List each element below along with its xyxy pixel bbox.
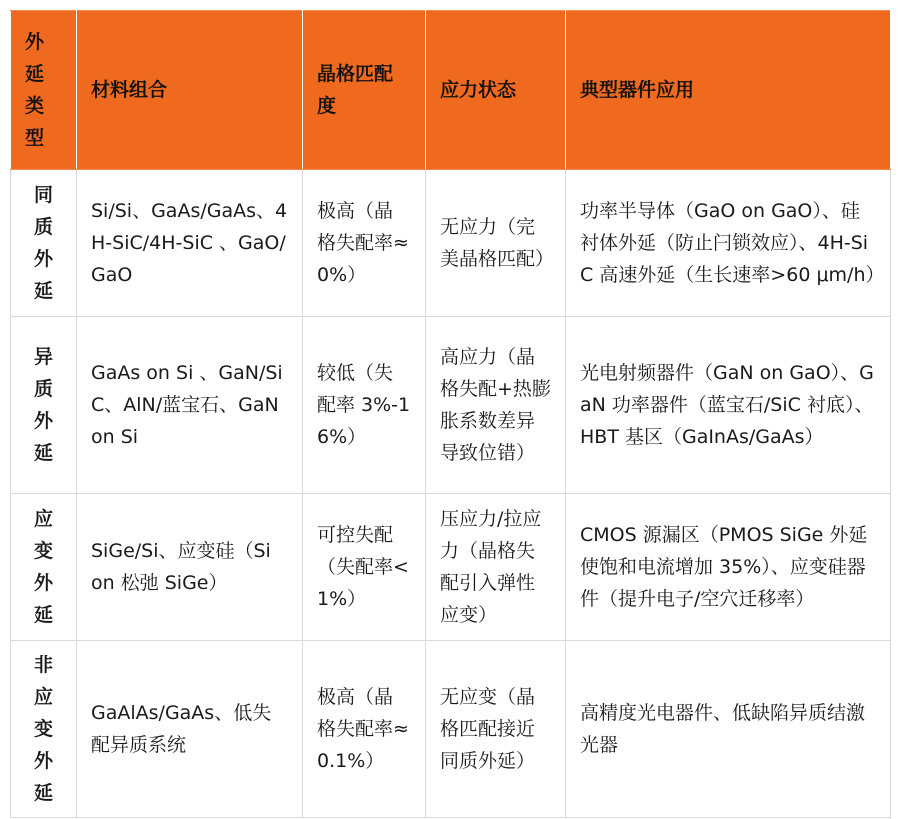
cell-lattice: 极高（晶格失配率≈0%） <box>303 170 426 317</box>
cell-materials: GaAs on Si 、GaN/SiC、AlN/蓝宝石、GaN on Si <box>77 317 303 494</box>
table-row <box>11 170 891 317</box>
cell-stress: 无应力（完美晶格匹配） <box>426 170 566 317</box>
cell-applications: CMOS 源漏区（PMOS SiGe 外延使饱和电流增加 35%）、应变硅器件（提升电子/空穴迁移率） <box>566 494 891 641</box>
cell-type: 非应变外延 <box>11 641 77 818</box>
cell-materials: GaAlAs/GaAs、低失配异质系统 <box>77 641 303 818</box>
cell-lattice: 可控失配（失配率<1%） <box>303 494 426 641</box>
header-applications: 典型器件应用 <box>566 11 891 170</box>
cell-applications: 功率半导体（GaO on GaO）、硅衬体外延（防止闩锁效应）、4H-SiC 高速外延（生长速率>60 μm/h） <box>566 170 891 317</box>
cell-materials: Si/Si、GaAs/GaAs、4H-SiC/4H-SiC 、GaO/GaO <box>77 170 303 317</box>
table-row <box>11 641 891 818</box>
header-materials: 材料组合 <box>77 11 303 170</box>
cell-lattice: 较低（失配率 3%-16%） <box>303 317 426 494</box>
header-row <box>11 11 891 170</box>
cell-materials: SiGe/Si、应变硅（Si on 松弛 SiGe） <box>77 494 303 641</box>
header-stress: 应力状态 <box>426 11 566 170</box>
header-lattice: 晶格匹配度 <box>303 11 426 170</box>
cell-lattice: 极高（晶格失配率≈0.1%） <box>303 641 426 818</box>
cell-stress: 无应变（晶格匹配接近同质外延） <box>426 641 566 818</box>
cell-type: 应变外延 <box>11 494 77 641</box>
cell-applications: 光电射频器件（GaN on GaO）、GaN 功率器件（蓝宝石/SiC 衬底）、HBT 基区（GaInAs/GaAs） <box>566 317 891 494</box>
epitaxy-comparison-table <box>10 10 891 818</box>
cell-applications: 高精度光电器件、低缺陷异质结激光器 <box>566 641 891 818</box>
cell-stress: 高应力（晶格失配+热膨胀系数差异导致位错） <box>426 317 566 494</box>
header-type: 外延类型 <box>11 11 77 170</box>
cell-type: 异质外延 <box>11 317 77 494</box>
cell-stress: 压应力/拉应力（晶格失配引入弹性应变） <box>426 494 566 641</box>
table-container <box>10 10 891 818</box>
table-row <box>11 317 891 494</box>
cell-type: 同质外延 <box>11 170 77 317</box>
table-row <box>11 494 891 641</box>
